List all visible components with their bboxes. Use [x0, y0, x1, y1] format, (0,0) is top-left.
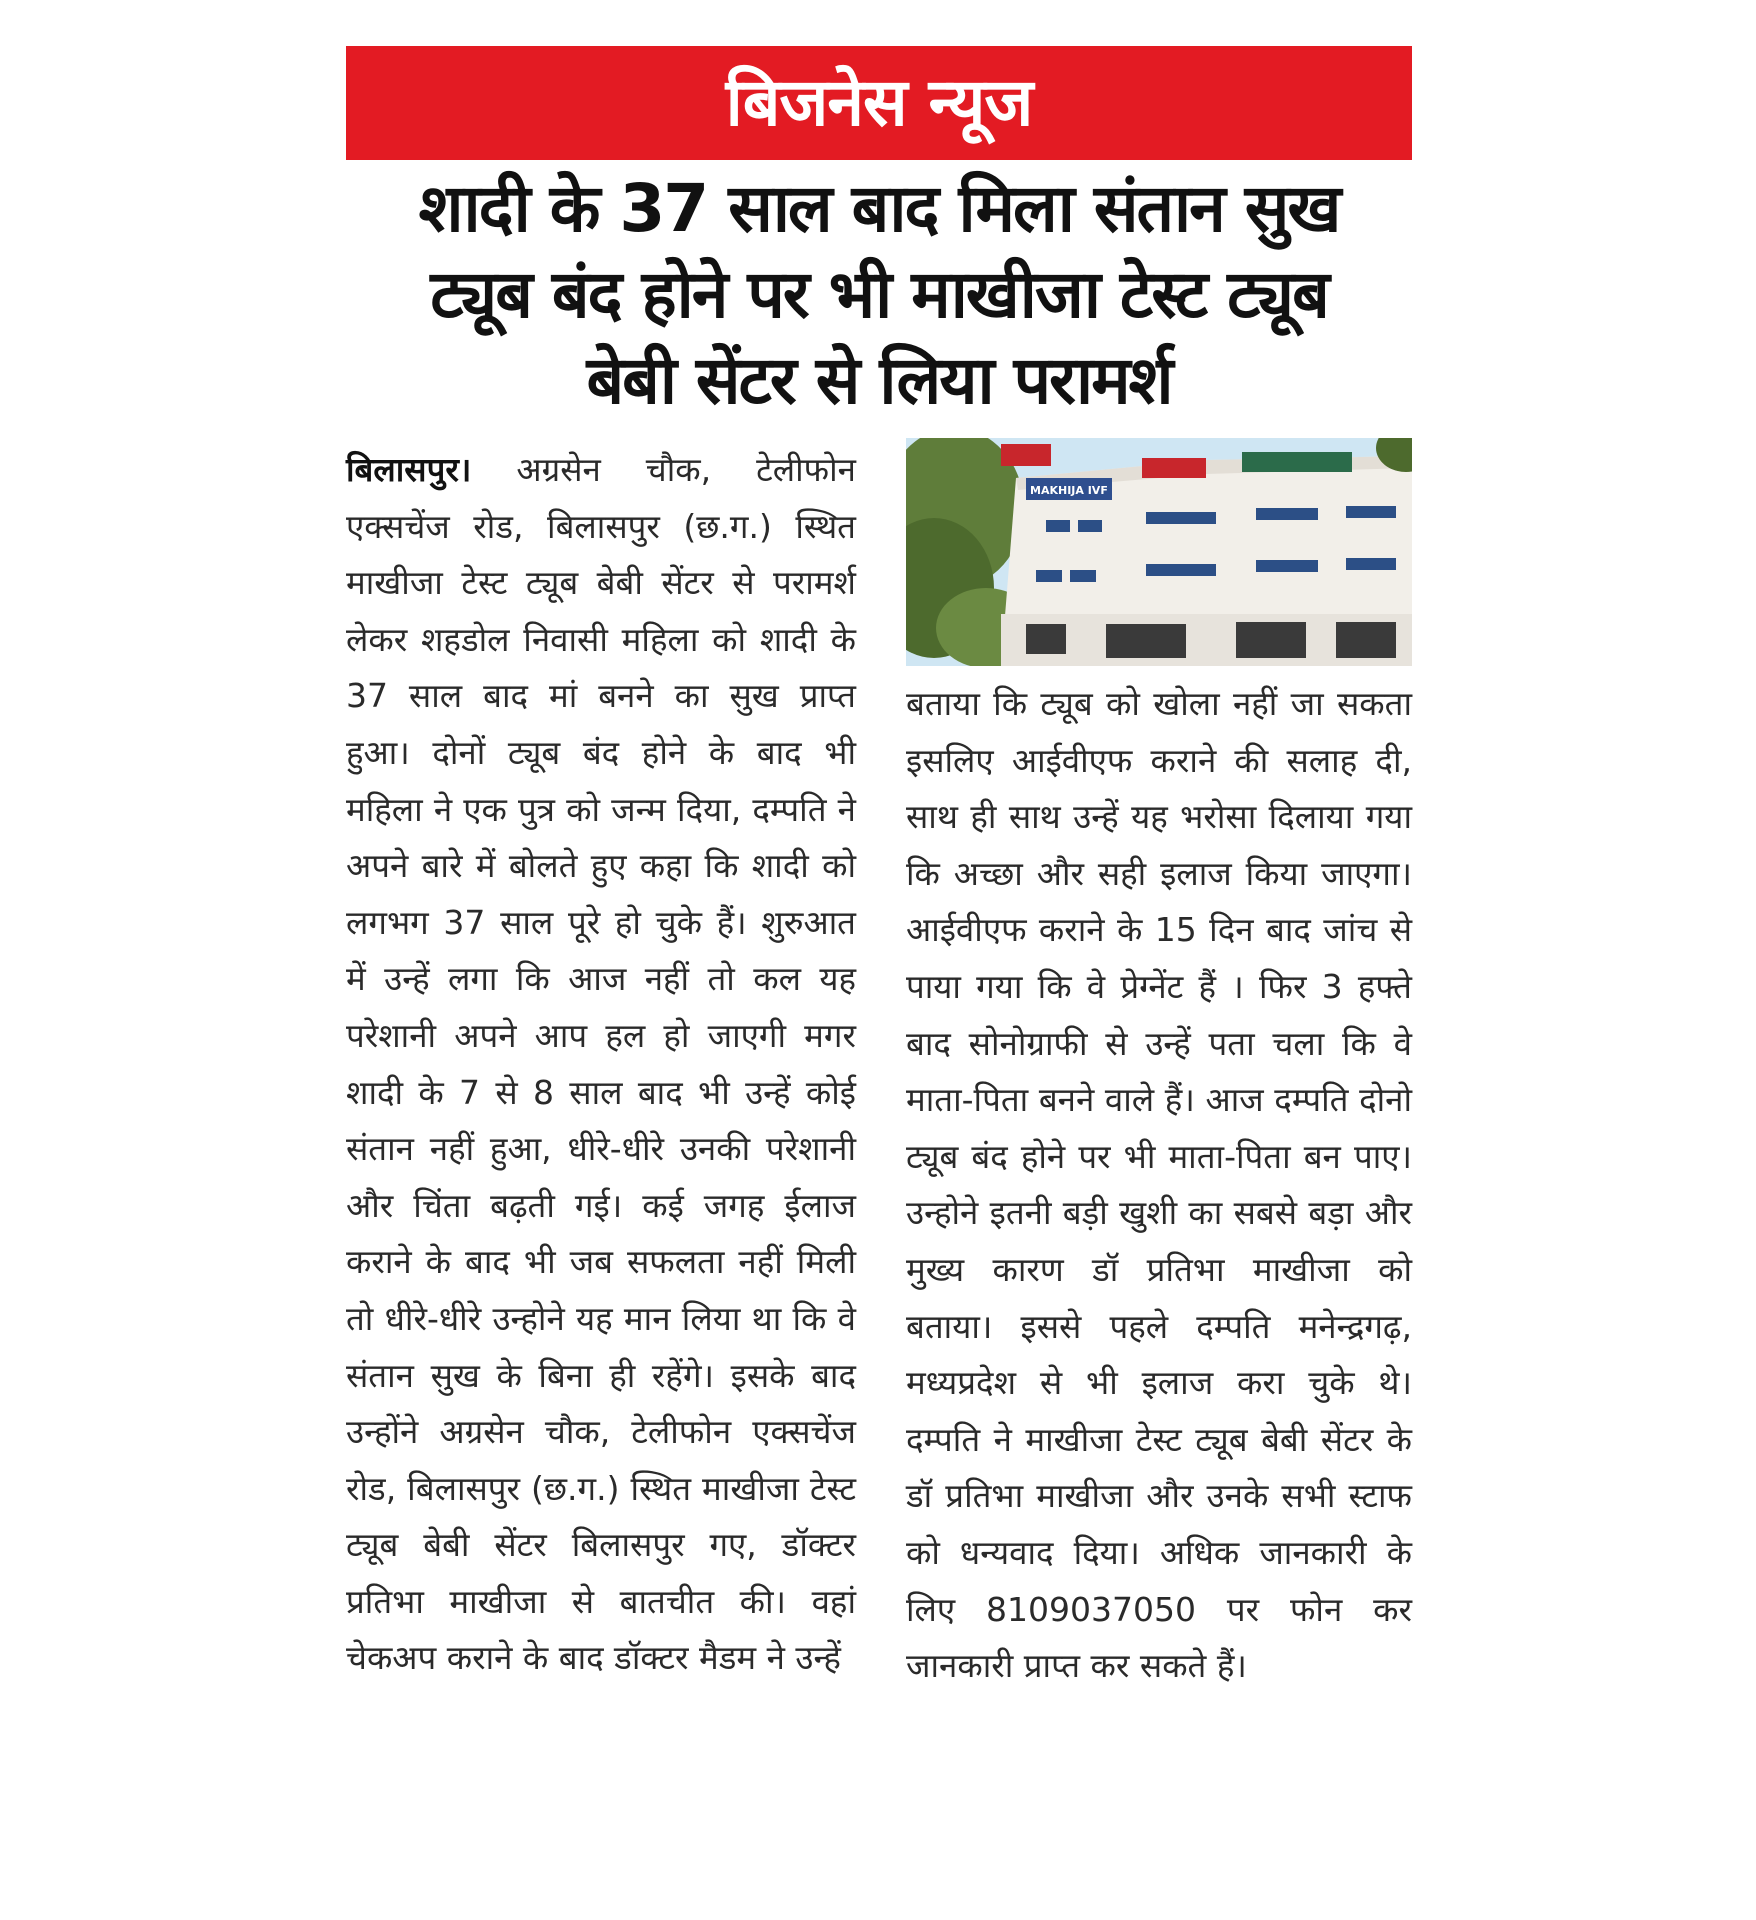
building-photo-illustration: [906, 438, 1412, 666]
article-dateline: बिलासपुर।: [346, 450, 472, 489]
headline-line-1: शादी के 37 साल बाद मिला संतान सुख: [418, 170, 1340, 247]
headline-line-2: ट्यूब बंद होने पर भी माखीजा टेस्ट ट्यूब: [430, 256, 1328, 333]
newspaper-clipping: [346, 46, 1412, 1846]
article-column-2: बताया कि ट्यूब को खोला नहीं जा सकता इसलिए आईवीएफ कराने की सलाह दी, साथ ही साथ उन्हें यह भरोसा दिलाया गया कि अच्छा और सही इलाज किया जाएगा। आईवीएफ कराने के 15 दिन बाद जांच से पाया गया कि वे प्रेग्नेंट हैं । फिर 3 हफ्ते बाद सोनोग्राफी से उन्हें पता चला कि वे माता-पिता बनने वाले हैं। आज दम्पति दोनो ट्यूब बंद होने पर भी माता-पिता बन पाए। उन्होने इतनी बड़ी खुशी का सबसे बड़ा और मुख्य कारण डॉ प्रतिभा माखीजा को बताया। इससे पहले दम्पति मनेन्द्रगढ़, मध्यप्रदेश से भी इलाज करा चुके थे। दम्पति ने माखीजा टेस्ट ट्यूब बेबी सेंटर के डॉ प्रतिभा माखीजा और उनके सभी स्टाफ को धन्यवाद दिया। अधिक जानकारी के लिए 8109037050 पर फोन कर जानकारी प्राप्त कर सकते हैं।: [906, 684, 1412, 1686]
headline-line-3: बेबी सेंटर से लिया परामर्श: [586, 342, 1172, 419]
section-banner: [346, 46, 1412, 160]
article-column-1: [346, 442, 856, 1687]
headline: [346, 166, 1412, 424]
section-banner-label: बिजनेस न्यूज: [725, 64, 1033, 141]
clinic-building-photo: [906, 438, 1412, 666]
building-sign-text: MAKHIJA IVF: [1030, 484, 1108, 497]
article-column-1-text: अग्रसेन चौक, टेलीफोन एक्सचेंज रोड, बिलासपुर (छ.ग.) स्थित माखीजा टेस्ट ट्यूब बेबी सेंटर से परामर्श लेकर शहडोल निवासी महिला को शादी के 37 साल बाद मां बनने का सुख प्राप्त हुआ। दोनों ट्यूब बंद होने के बाद भी महिला ने एक पुत्र को जन्म दिया, दम्पति ने अपने बारे में बोलते हुए कहा कि शादी को लगभग 37 साल पूरे हो चुके हैं। शुरुआत में उन्हें लगा कि आज नहीं तो कल यह परेशानी अपने आप हल हो जाएगी मगर शादी के 7 से 8 साल बाद भी उन्हें कोई संतान नहीं हुआ, धीरे-धीरे उनकी परेशानी और चिंता बढ़ती गई। कई जगह ईलाज कराने के बाद भी जब सफलता नहीं मिली तो धीरे-धीरे उन्होने यह मान लिया था कि वे संतान सुख के बिना ही रहेंगे। इसके बाद उन्होंने अग्रसेन चौक, टेलीफोन एक्सचेंज रोड, बिलासपुर (छ.ग.) स्थित माखीजा टेस्ट ट्यूब बेबी सेंटर बिलासपुर गए, डॉक्टर प्रतिभा माखीजा से बातचीत की। वहां चेकअप कराने के बाद डॉक्टर मैडम ने उन्हें: [346, 450, 856, 1678]
